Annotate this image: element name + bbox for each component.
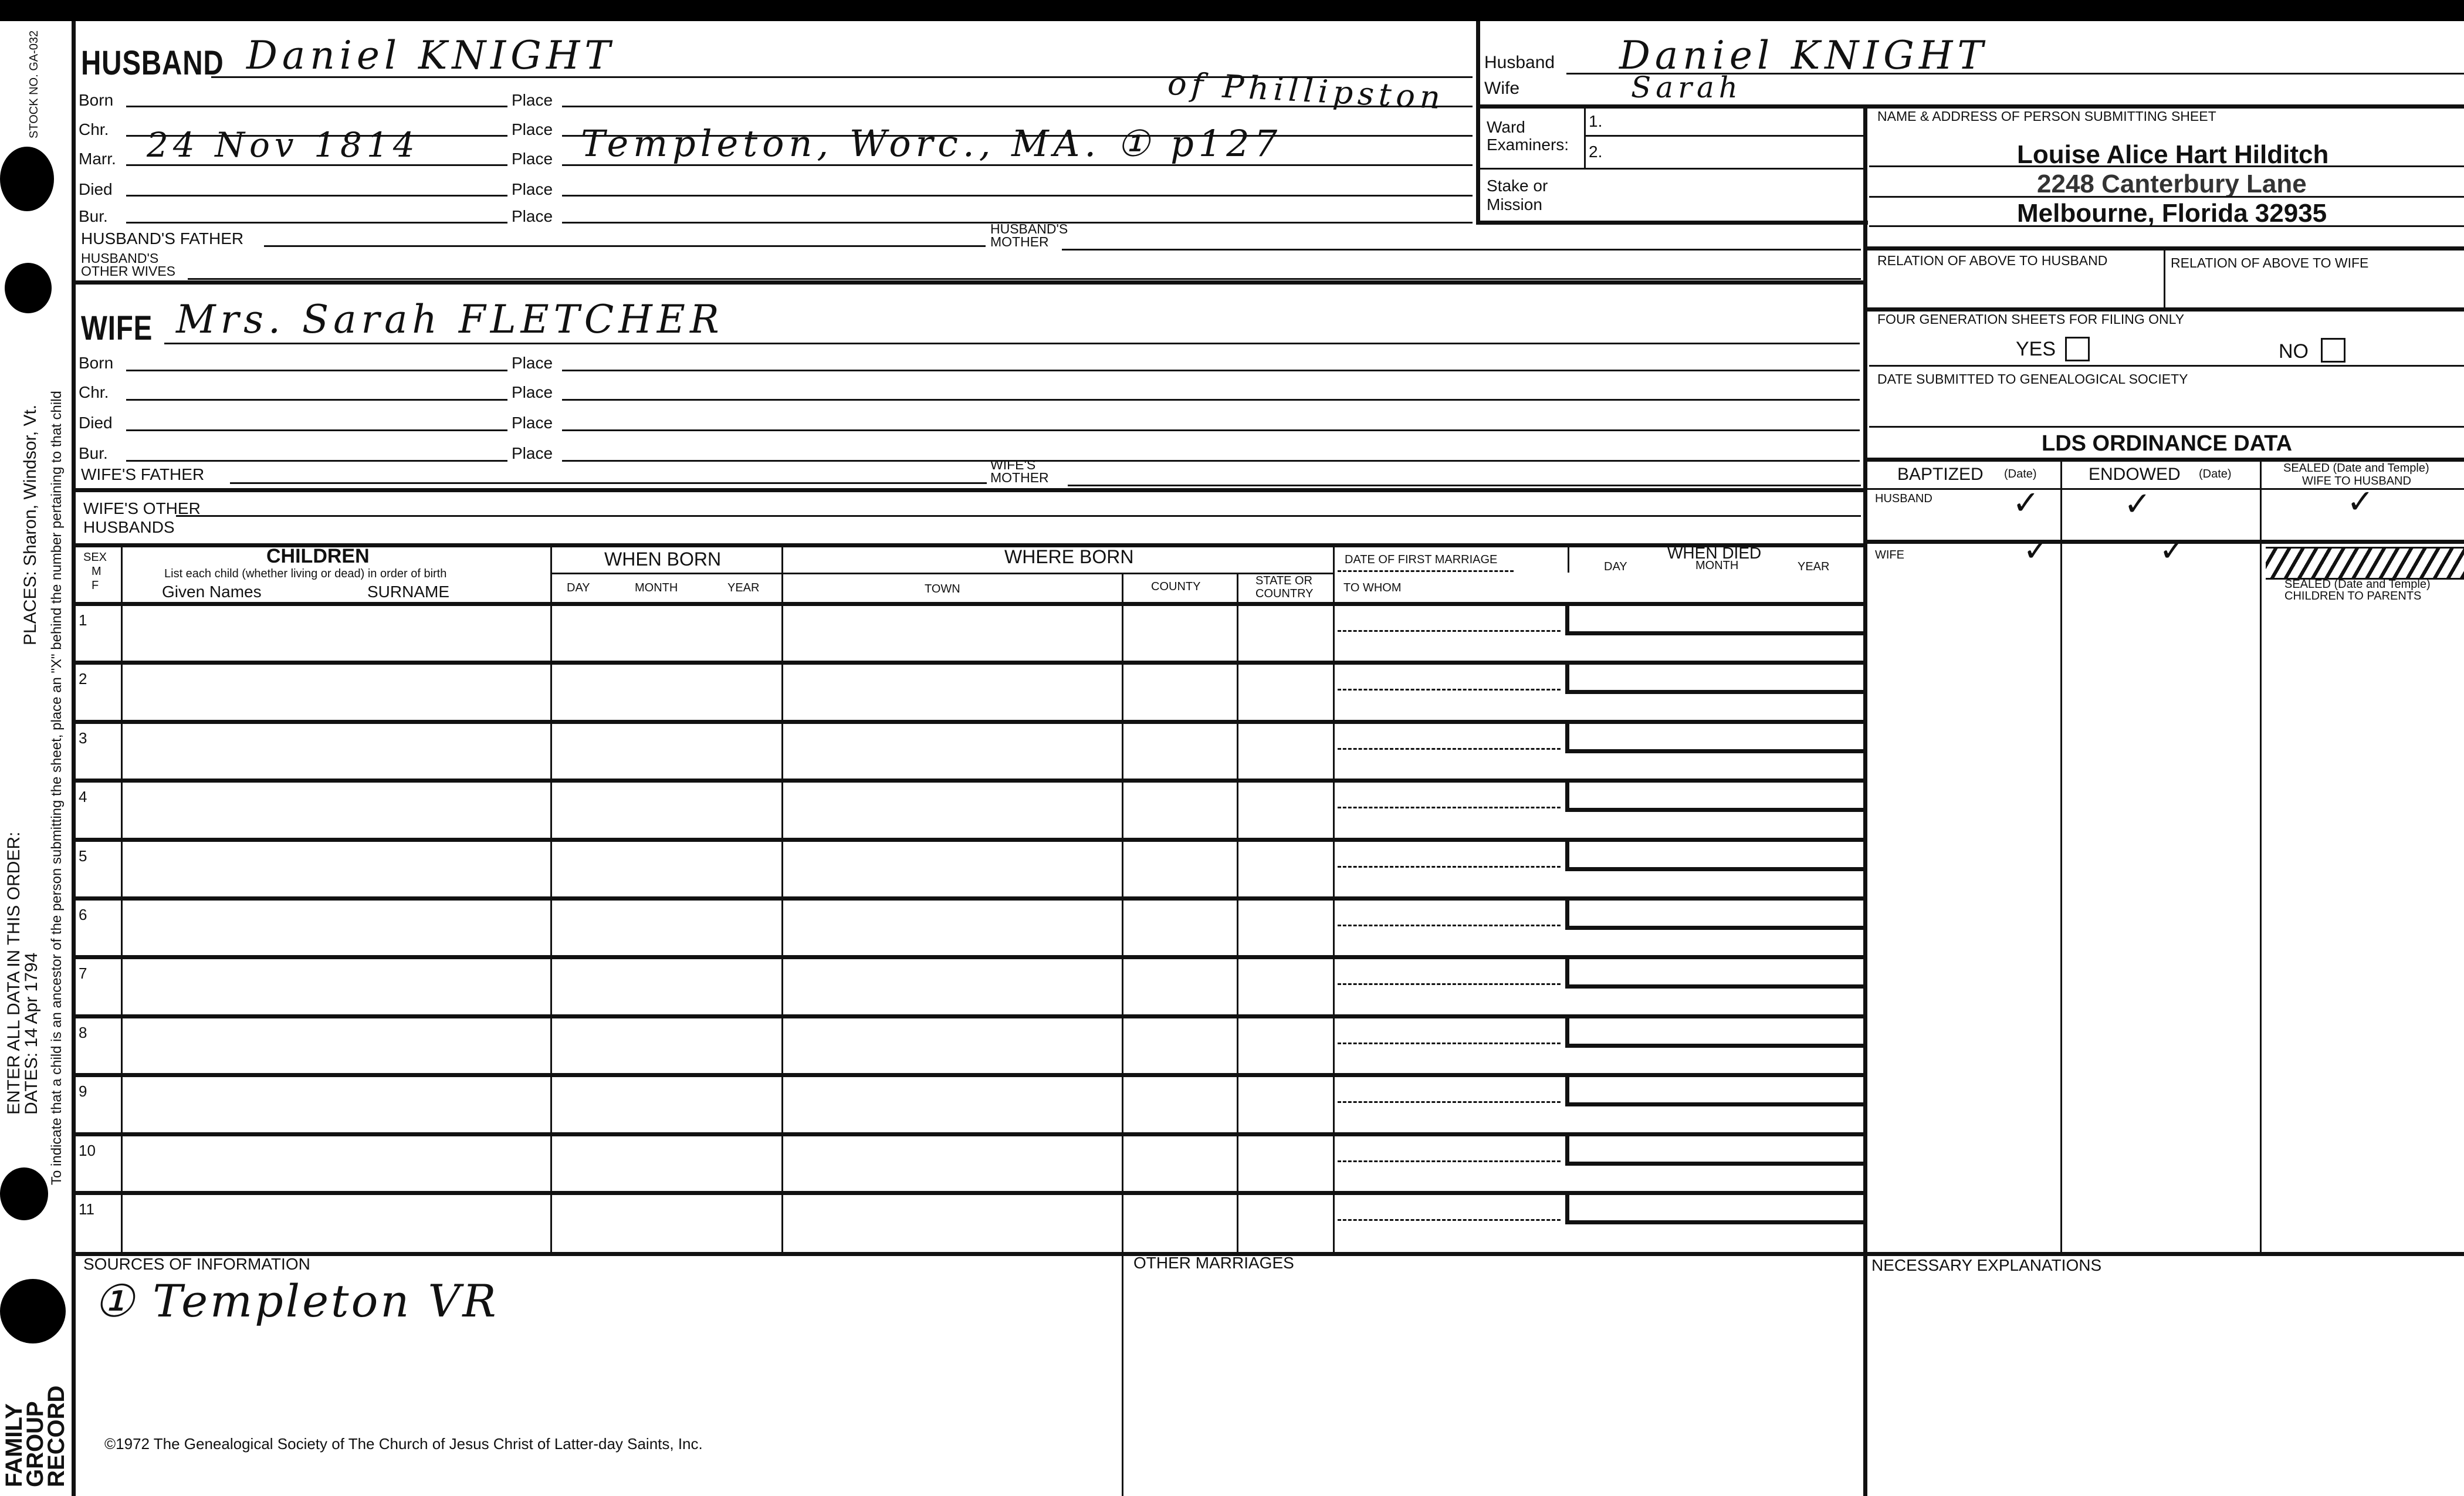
husband-of-place[interactable]: of Phillipston (1166, 65, 1446, 117)
binder-hole (0, 1279, 66, 1343)
child-row-divider (72, 779, 1333, 783)
four-gen-top (1863, 307, 2464, 312)
child-row-divider-right (1333, 955, 1864, 959)
lds-wife-row-label: WIFE (1875, 549, 1904, 561)
child-marriage-dash (1338, 630, 1561, 632)
husband-chr-label: Chr. (79, 120, 109, 138)
lds-sealed-label-2: WIFE TO HUSBAND (2302, 475, 2411, 488)
wife-born-place-label: Place (512, 354, 553, 372)
four-gen-yes-label: YES (2016, 338, 2056, 360)
four-gen-label: FOUR GENERATION SHEETS FOR FILING ONLY (1877, 312, 2185, 327)
submitter-line-2 (1869, 196, 2464, 198)
husband-endowed-check: ✓ (2124, 485, 2151, 523)
child-row-number: 4 (79, 788, 87, 806)
husband-died-place-line (562, 195, 1473, 197)
died-month-header: MONTH (1695, 559, 1739, 572)
child-row-divider (72, 1014, 1333, 1018)
examiner-2: 2. (1589, 143, 1603, 161)
submitter-heading: NAME & ADDRESS OF PERSON SUBMITTING SHEET (1877, 109, 2216, 124)
rh-husband-value[interactable]: Daniel KNIGHT (1619, 33, 1988, 78)
child-marriage-dash (1338, 1043, 1561, 1044)
top-bar (0, 0, 2464, 21)
husband-heading: HUSBAND (81, 44, 224, 82)
husband-born-place-label: Place (512, 91, 553, 109)
lds-husband-row-label: HUSBAND (1875, 492, 1932, 505)
wife-mother-label: WIFE'S (990, 457, 1036, 472)
child-row-number: 3 (79, 729, 87, 747)
child-died-line (1565, 1102, 1864, 1106)
rh-wife-value[interactable]: Sarah (1631, 70, 1742, 104)
wife-endowed-check: ✓ (2159, 531, 2187, 569)
children-header: CHILDREN (266, 545, 370, 567)
husband-died-label: Died (79, 180, 113, 198)
lds-endowed-date: (Date) (2199, 468, 2232, 480)
child-died-bracket (1565, 781, 1569, 809)
child-died-line (1565, 1044, 1864, 1048)
sex-header: SEX (83, 551, 107, 564)
form-title-group: GROUP (22, 1401, 48, 1487)
child-row-number: 6 (79, 906, 87, 923)
wife-chr-place-line (562, 399, 1860, 401)
child-died-bracket (1565, 1075, 1569, 1104)
rh-husband-label: Husband (1484, 53, 1555, 72)
child-row-divider (72, 1132, 1333, 1136)
rh-wife-label: Wife (1484, 79, 1519, 98)
child-row-number: 9 (79, 1082, 87, 1101)
lds-sealed-children-label-2: CHILDREN TO PARENTS (2284, 590, 2422, 603)
form-left-border (72, 21, 76, 1496)
husband-marr-line (126, 164, 507, 166)
child-row-divider-right (1333, 1132, 1864, 1136)
lds-title-bottom (1863, 458, 2464, 462)
child-marriage-dash (1338, 1219, 1561, 1221)
child-died-bracket (1565, 1193, 1569, 1221)
husband-bur-place-label: Place (512, 207, 553, 225)
child-marriage-dash (1338, 866, 1561, 868)
child-marriage-dash (1338, 925, 1561, 926)
lds-baptized-label: BAPTIZED (1897, 465, 1984, 484)
child-died-bracket (1565, 1135, 1569, 1163)
wife-bur-label: Bur. (79, 444, 108, 462)
form-title-family: FAMILY (1, 1403, 27, 1487)
husband-wife-divider (72, 280, 1867, 285)
binder-hole (0, 1167, 48, 1220)
date-submitted-bottom (1869, 426, 2464, 428)
date-submitted-top (1869, 365, 2464, 367)
wife-chr-place-label: Place (512, 383, 553, 401)
wife-died-line (126, 429, 507, 431)
child-marriage-dash (1338, 748, 1561, 750)
wife-bur-place-label: Place (512, 444, 553, 462)
wife-died-place-label: Place (512, 414, 553, 432)
child-row-divider (72, 1073, 1333, 1077)
husband-born-place-line (562, 106, 1473, 107)
child-marriage-dash (1338, 807, 1561, 808)
husband-name[interactable]: Daniel KNIGHT (246, 33, 615, 78)
date-submitted-label: DATE SUBMITTED TO GENEALOGICAL SOCIETY (1877, 371, 2188, 387)
examiners-divider (1584, 107, 1586, 168)
born-month-header: MONTH (635, 581, 678, 594)
right-column-border (1863, 104, 1867, 1496)
copyright: ©1972 The Genealogical Society of The Church of Jesus Christ of Latter-day Saints, Inc. (104, 1435, 703, 1453)
binder-hole (0, 147, 54, 211)
form-title-record: RECORD (43, 1385, 69, 1487)
child-row-number: 7 (79, 964, 87, 983)
when-born-header: WHEN BORN (604, 549, 722, 570)
child-died-line (1565, 808, 1864, 812)
lds-sealed-label: SEALED (Date and Temple) (2283, 462, 2429, 475)
child-row-divider (72, 955, 1333, 959)
child-died-bracket (1565, 604, 1569, 632)
other-marriages-divider (1122, 1253, 1123, 1496)
lds-sealed-children-label: SEALED (Date and Temple) (2284, 578, 2431, 591)
children-header-bottom (72, 602, 1864, 606)
four-gen-yes-checkbox[interactable] (2065, 337, 2090, 361)
when-died-header: WHEN DIED (1667, 544, 1762, 562)
ward-label: Ward (1487, 118, 1525, 136)
husband-sealed-check: ✓ (2347, 483, 2374, 521)
born-day-header: DAY (567, 581, 590, 594)
examiner-1: 1. (1589, 112, 1603, 130)
given-names-header: Given Names (162, 583, 262, 601)
husband-other-wives-line (188, 278, 1861, 280)
child-row-divider (72, 661, 1333, 665)
husband-died-place-label: Place (512, 180, 553, 198)
child-died-bracket (1565, 899, 1569, 927)
child-row-number: 8 (79, 1023, 87, 1041)
child-row-number: 1 (79, 611, 87, 629)
wife-other-husbands-line (176, 515, 1861, 517)
child-row-divider-right (1333, 838, 1864, 842)
husband-marr-date[interactable]: 24 Nov 1814 (147, 125, 419, 165)
child-died-bracket (1565, 840, 1569, 868)
places-example: PLACES: Sharon, Windsor, Vt. (21, 404, 40, 645)
wife-born-place-line (562, 370, 1860, 371)
submitter-line-1 (1869, 165, 2464, 167)
husband-father-line (264, 245, 986, 247)
wife-name-line (164, 343, 1860, 344)
born-year-header: YEAR (727, 581, 760, 594)
surname-header: SURNAME (367, 583, 450, 601)
husband-born-label: Born (79, 91, 114, 109)
husband-bur-line (126, 222, 507, 224)
husband-father-label: HUSBAND'S FATHER (81, 229, 244, 248)
child-row-divider-right (1333, 779, 1864, 783)
child-died-line (1565, 926, 1864, 930)
child-row-divider-right (1333, 720, 1864, 724)
wife-bur-place-line (562, 460, 1860, 462)
submitter-city: Melbourne, Florida 32935 (2017, 199, 2327, 228)
child-died-line (1565, 749, 1864, 753)
child-row-number: 10 (79, 1141, 96, 1159)
dates-example: DATES: 14 Apr 1794 (22, 952, 41, 1115)
child-died-line (1565, 867, 1864, 871)
col-town (1122, 574, 1123, 1253)
child-row-divider (72, 1191, 1333, 1195)
examiner-line-1 (1584, 135, 1866, 137)
submitter-street: 2248 Canterbury Lane (2037, 170, 2307, 198)
child-died-bracket (1565, 722, 1569, 750)
first-marriage-header: DATE OF FIRST MARRIAGE (1345, 553, 1498, 566)
child-row-divider-right (1333, 661, 1864, 665)
child-marriage-dash (1338, 1160, 1561, 1162)
county-header: COUNTY (1151, 580, 1201, 593)
wife-mother-line (1068, 485, 1861, 486)
when-born-under (550, 573, 1333, 574)
child-died-bracket (1565, 957, 1569, 986)
sex-header-f: F (92, 579, 99, 592)
husband-other-wives-label: HUSBAND'S (81, 251, 159, 266)
husband-chr-place-label: Place (512, 120, 553, 138)
wife-mother-label-2: MOTHER (990, 470, 1049, 485)
husband-died-line (126, 195, 507, 197)
col-died (1568, 544, 1569, 573)
first-marriage-dash (1338, 570, 1514, 572)
children-subheader: List each child (whether living or dead) in order of birth (164, 567, 447, 580)
wife-other-husbands-label-2: HUSBANDS (83, 518, 175, 536)
child-marriage-dash (1338, 983, 1561, 985)
wife-died-place-line (562, 429, 1860, 431)
wife-chr-label: Chr. (79, 383, 109, 401)
husband-born-line (126, 106, 507, 107)
lds-col-div-1 (2060, 458, 2062, 1255)
wife-heading: WIFE (81, 309, 153, 347)
husband-marr-place-line (562, 164, 1473, 166)
necessary-explanations-label: NECESSARY EXPLANATIONS (1871, 1256, 2102, 1274)
right-header-left-border (1476, 21, 1480, 223)
husband-mother-line (1062, 249, 1861, 251)
stock-number: STOCK NO. GA-032 (28, 30, 40, 138)
child-row-divider (72, 838, 1333, 842)
state-header-2: COUNTRY (1255, 587, 1314, 600)
lds-baptized-date: (Date) (2004, 468, 2037, 480)
wife-other-husbands-label: WIFE'S OTHER (83, 499, 201, 517)
husband-marr-label: Marr. (79, 150, 116, 168)
where-born-header: WHERE BORN (1004, 546, 1134, 567)
four-gen-no-label: NO (2279, 340, 2309, 363)
husband-marr-place[interactable]: Templeton, Worc., MA. ① p127 (581, 122, 1282, 165)
died-day-header: DAY (1604, 560, 1627, 573)
child-marriage-dash (1338, 1101, 1561, 1103)
town-header: TOWN (925, 583, 960, 595)
binder-hole (5, 263, 52, 313)
child-row-divider (72, 720, 1333, 724)
submitter-name: Louise Alice Hart Hilditch (2017, 140, 2329, 169)
sex-header-m: M (92, 565, 101, 578)
child-died-line (1565, 1162, 1864, 1166)
rh-bottom (1476, 221, 1868, 225)
lds-title: LDS ORDINANCE DATA (2042, 431, 2293, 456)
to-whom-header: TO WHOM (1343, 581, 1402, 594)
wife-baptized-check: ✓ (2023, 531, 2050, 569)
other-marriages-label: OTHER MARRIAGES (1133, 1254, 1294, 1272)
child-row-divider-right (1333, 1073, 1864, 1077)
stake-label-2: Mission (1487, 195, 1542, 214)
examiners-label: Examiners: (1487, 136, 1569, 154)
child-row-divider-right (1333, 1191, 1864, 1195)
child-died-bracket (1565, 1017, 1569, 1045)
wife-sealed-hatched (2266, 547, 2464, 580)
child-row-number: 2 (79, 670, 87, 688)
wife-born-line (126, 370, 507, 371)
relation-divider (2164, 249, 2165, 310)
child-died-line (1565, 984, 1864, 989)
lds-col-div-2 (2260, 458, 2262, 1255)
wife-father-label: WIFE'S FATHER (81, 465, 205, 483)
sources-label: SOURCES OF INFORMATION (83, 1255, 310, 1273)
wife-father-line (230, 482, 987, 484)
husband-mother-label-2: MOTHER (990, 234, 1049, 249)
husband-other-wives-label-2: OTHER WIVES (81, 263, 176, 279)
child-row-divider-right (1333, 1014, 1864, 1018)
rh-divider-2 (1476, 168, 1866, 170)
relation-husband-label: RELATION OF ABOVE TO HUSBAND (1877, 253, 2108, 268)
relation-wife-label: RELATION OF ABOVE TO WIFE (2171, 255, 2369, 270)
child-died-bracket (1565, 663, 1569, 691)
wife-died-label: Died (79, 414, 113, 432)
wife-born-label: Born (79, 354, 114, 372)
husband-marr-place-label: Place (512, 150, 553, 168)
enter-all-data: ENTER ALL DATA IN THIS ORDER: (4, 831, 23, 1115)
wife-chr-line (126, 399, 507, 401)
state-header: STATE OR (1255, 574, 1313, 587)
child-row-number: 11 (79, 1200, 94, 1218)
husband-baptized-check: ✓ (2012, 484, 2040, 522)
child-marriage-dash (1338, 689, 1561, 691)
col-county (1237, 574, 1238, 1253)
died-year-header: YEAR (1798, 560, 1830, 573)
child-died-line (1565, 690, 1864, 694)
husband-bur-label: Bur. (79, 207, 108, 225)
child-row-divider (72, 896, 1333, 901)
submitter-line-3 (1869, 225, 2464, 227)
rh-divider-1 (1476, 104, 2464, 109)
ancestor-instruction: To indicate that a child is an ancestor of the person submitting the sheet, place an "X" behind the number pertaining to that child (49, 391, 65, 1185)
four-gen-no-checkbox[interactable] (2321, 338, 2345, 363)
stake-label: Stake or (1487, 177, 1548, 195)
wife-bur-line (126, 460, 507, 462)
child-row-divider-right (1333, 896, 1864, 901)
lds-endowed-label: ENDOWED (2089, 465, 2181, 484)
child-died-line (1565, 631, 1864, 635)
child-row-number: 5 (79, 847, 87, 865)
wife-father-divider (72, 488, 1864, 492)
husband-mother-label: HUSBAND'S (990, 221, 1068, 236)
sources-value[interactable]: ① Templeton VR (94, 1275, 499, 1327)
child-died-line (1565, 1220, 1864, 1224)
wife-name[interactable]: Mrs. Sarah FLETCHER (176, 297, 724, 342)
